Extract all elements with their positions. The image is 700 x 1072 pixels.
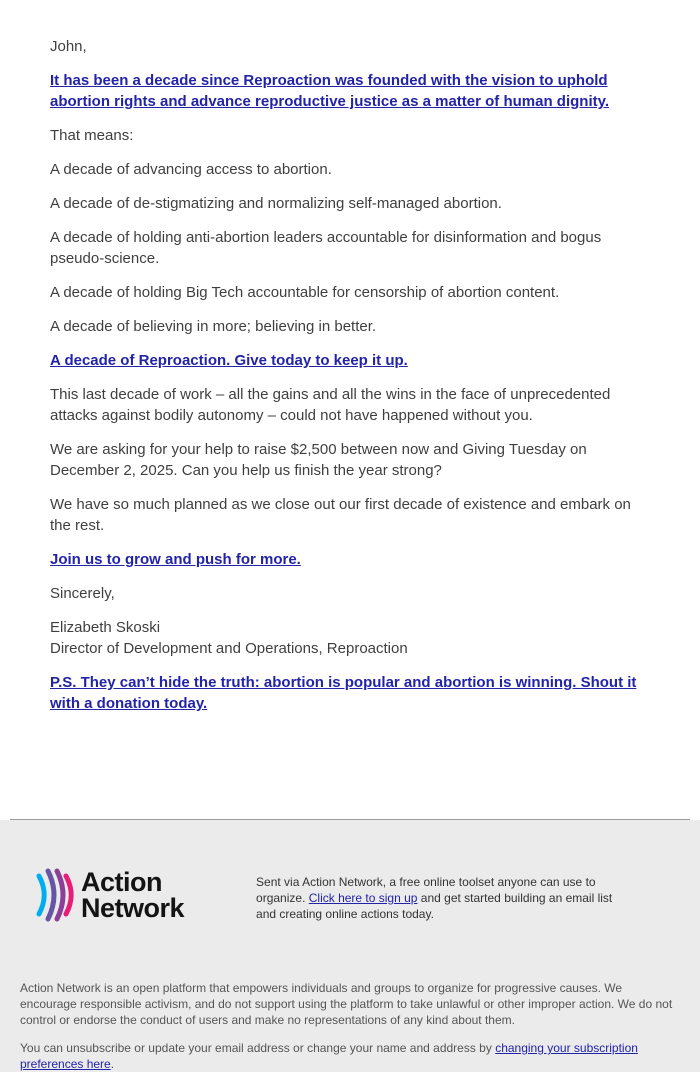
join-us-link[interactable]: Join us to grow and push for more. (50, 551, 301, 568)
unsubscribe-post-text: . (110, 1057, 115, 1071)
action-network-logo-text (81, 869, 184, 921)
sent-via-post-text: and get started building an email list and creating online actions today. (256, 891, 613, 921)
decade-item: A decade of de-stigmatizing and normalizing self-managed abortion. (50, 195, 502, 212)
ps-paragraph (50, 672, 650, 714)
closing-text: Sincerely, (50, 585, 115, 602)
footer-top-row (0, 868, 700, 922)
founding-anniversary-link[interactable]: It has been a decade since Reproaction was founded with the vision to uphold abortion rights and advance reproductive justice as a matter of human dignity. (50, 72, 609, 110)
platform-disclaimer-text: Action Network is an open platform that empowers individuals and groups to organize for progressive causes. We encourage responsible activism, and do not support using the platform to take unlawful or other improper action. We do not control or endorse the conduct of users and make no representations of any kind about them. (20, 981, 673, 1027)
signature-name: Elizabeth Skoski (50, 619, 161, 636)
paragraph-fundraising-goal: We are asking for your help to raise $2,500 between now and Giving Tuesday on December 2, 2025. Can you help us finish the year strong? (50, 441, 587, 479)
that-means-text: That means: (50, 127, 134, 144)
greeting: John, (50, 38, 87, 55)
join-us-paragraph (50, 549, 650, 570)
sent-via-pre-text: Sent via Action Network, a free online toolset anyone can use to organize. (256, 875, 596, 905)
give-today-paragraph (50, 350, 650, 371)
sent-via-text (256, 874, 628, 922)
subscription-preferences-link[interactable]: changing your subscription preferences here (20, 1041, 638, 1071)
give-today-link[interactable]: A decade of Reproaction. Give today to keep it up. (50, 352, 408, 369)
paragraph-future-plans: We have so much planned as we close out our first decade of existence and embark on the rest. (50, 496, 631, 534)
decade-item: A decade of believing in more; believing in better. (50, 318, 377, 335)
paragraph-decade-gains: This last decade of work – all the gains and all the wins in the face of unprecedented attacks against bodily autonomy – could not have happened without you. (50, 386, 611, 424)
email-footer (0, 820, 700, 1072)
decade-item: A decade of holding Big Tech accountable for censorship of abortion content. (50, 284, 560, 301)
logo-text-line2: Network (81, 893, 185, 923)
unsubscribe-pre-text: You can unsubscribe or update your email address or change your name and address by (20, 1041, 496, 1055)
logo-text-line1: Action (81, 867, 162, 897)
action-network-logo (34, 868, 184, 922)
decade-item: A decade of advancing access to abortion. (50, 161, 332, 178)
intro-link-paragraph (50, 70, 650, 112)
unsubscribe-text (20, 1040, 680, 1072)
signup-link[interactable]: Click here to sign up (308, 891, 418, 905)
decade-item: A decade of holding anti-abortion leaders accountable for disinformation and bogus pseudo-science. (50, 229, 602, 267)
action-network-logo-icon (34, 868, 74, 922)
signature-title: Director of Development and Operations, Reproaction (50, 640, 408, 657)
ps-donation-link[interactable]: P.S. They can’t hide the truth: abortion is popular and abortion is winning. Shout it with a donation today. (50, 674, 637, 712)
